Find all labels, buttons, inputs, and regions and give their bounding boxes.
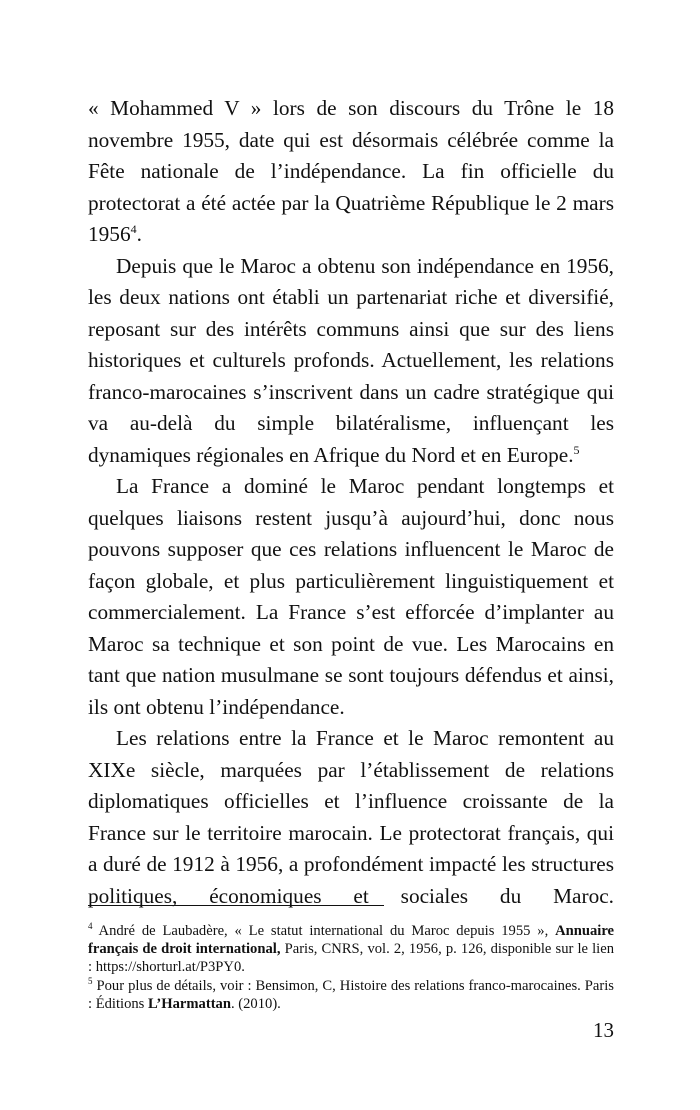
footnote-4-details: Paris, CNRS, vol. 2, 1956, p. 126, disponible sur le lien : https://shorturl.at/P3PY0. xyxy=(88,941,614,976)
paragraph-1-end: . xyxy=(136,222,142,246)
footnote-5-details: . (2010). xyxy=(230,995,281,1012)
footnote-ref-4[interactable]: 4 xyxy=(130,221,137,236)
footnote-4-journal: Annuaire français de droit international, xyxy=(88,923,615,958)
paragraph-2 xyxy=(88,251,614,472)
footnote-separator xyxy=(88,905,384,906)
footnote-4 xyxy=(88,922,614,977)
footnote-5-text: Pour plus de détails, voir : Bensimon, C, Histoire des relations franco-marocaines. Paris : Éditions xyxy=(88,977,614,1012)
page-number: 13 xyxy=(593,1018,614,1042)
footnote-5-publisher: L’Harmattan xyxy=(148,995,231,1012)
footnote-5-number: 5 xyxy=(88,975,93,986)
paragraph-2-text: Depuis que le Maroc a obtenu son indépendance en 1956, les deux nations ont établi un partenariat riche et diversifié, reposant sur des intérêts communs ainsi que sur des liens historiques et culturels profonds. Actuellement, les relations franco-marocaines s’inscrivent dans un cadre stratégique qui va au-delà du simple bilatéralisme, influençant les dynamiques régionales en Afrique du Nord et en Europe. xyxy=(88,253,614,467)
paragraph-1 xyxy=(88,93,614,251)
main-text xyxy=(88,93,614,912)
paragraph-4: Les relations entre la France et le Maroc remontent au XIXe siècle, marquées par l’établissement de relations diplomatiques officielles et l’influence croissante de la France sur le territoire marocain. Le protectorat français, qui a duré de 1912 à 1956, a profondément impacté les structures politiques, économiques et sociales du Maroc. xyxy=(88,726,614,908)
footnote-ref-5[interactable]: 5 xyxy=(573,442,580,457)
footnote-4-text: André de Laubadère, « Le statut international du Maroc depuis 1955 », xyxy=(98,923,556,939)
paragraph-3: La France a dominé le Maroc pendant longtemps et quelques liaisons restent jusqu’à aujourd’hui, donc nous pouvons supposer que ces relations influencent le Maroc de façon globale, et plus particulièrement linguistiquement et commercialement. La France s’est efforcée d’implanter au Maroc sa technique et son point de vue. Les Marocains en tant que nation musulmane se sont toujours défendus et ainsi, ils ont obtenu l’indépendance. xyxy=(88,474,614,719)
footnote-4-number: 4 xyxy=(88,921,93,932)
paragraph-1-text: « Mohammed V » lors de son discours du Trône le 18 novembre 1955, date qui est désormais célébrée comme la Fête nationale de l’indépendance. La fin officielle du protectorat a été actée par la Quatrième République le 2 mars 1956 xyxy=(88,96,614,246)
footnote-5 xyxy=(88,977,614,1013)
footnotes xyxy=(88,922,614,1013)
